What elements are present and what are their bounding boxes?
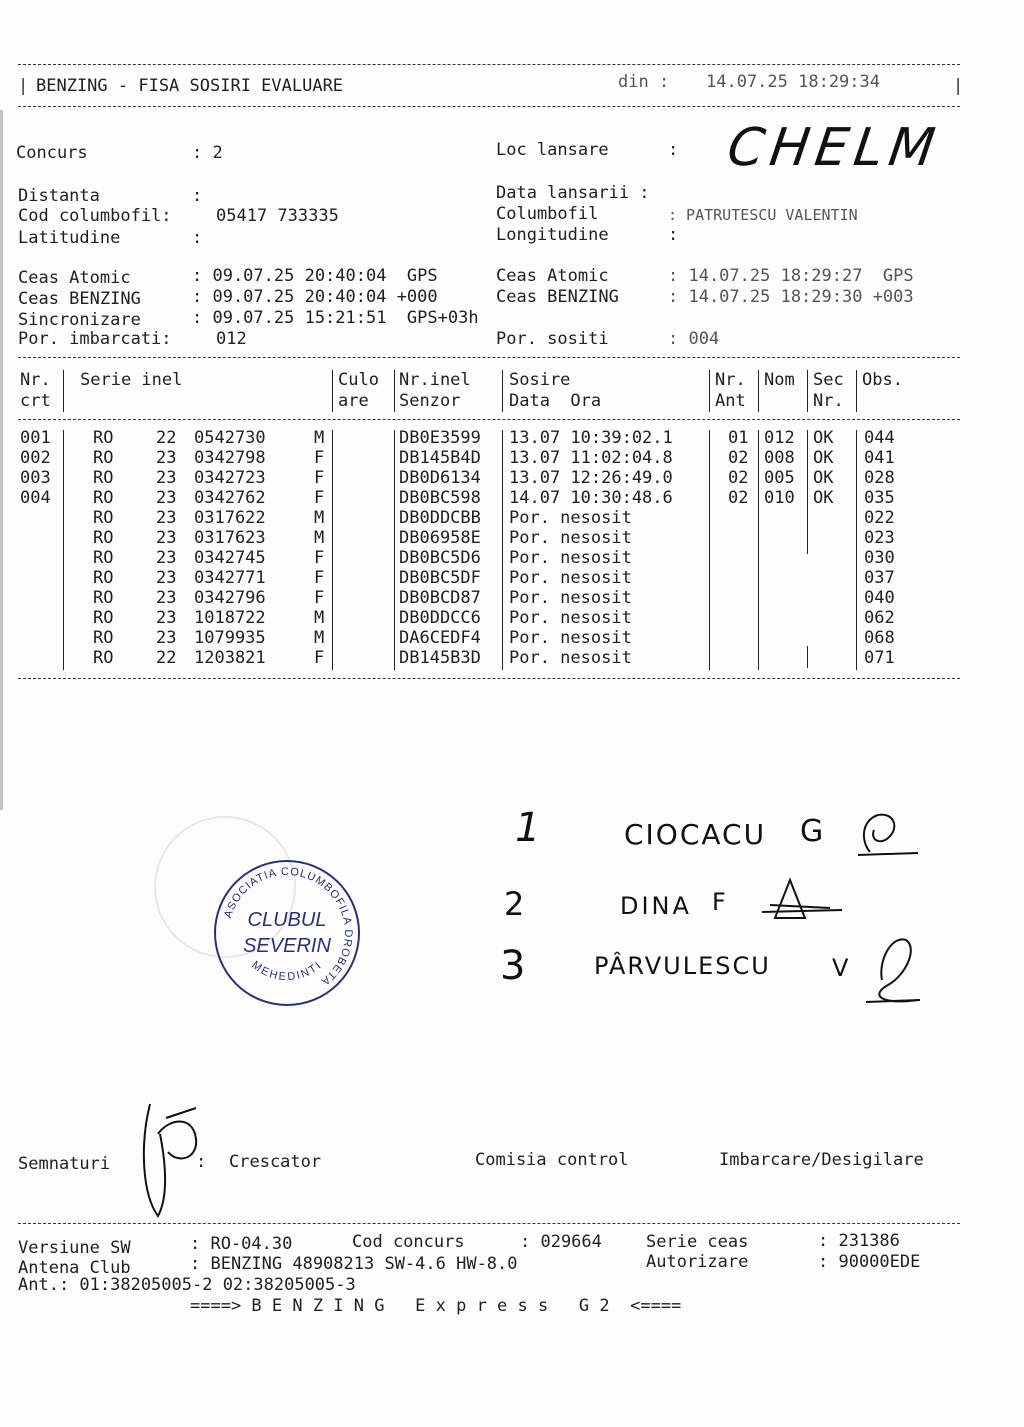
- din-value: 14.07.25 18:29:34: [706, 72, 880, 92]
- loc-lansare-colon: :: [668, 140, 679, 160]
- cell-nom: 010: [764, 488, 795, 508]
- din-label: din :: [618, 72, 670, 92]
- underline-1: [858, 853, 918, 855]
- cell-sex: F: [314, 448, 325, 468]
- divider: [18, 64, 960, 65]
- table-row: [0, 508, 1024, 528]
- table-row: [0, 588, 1024, 608]
- cell-sec: OK: [813, 428, 834, 448]
- cell-sex: M: [314, 508, 325, 528]
- cell-sex: F: [314, 468, 325, 488]
- club-stamp: [212, 858, 362, 1008]
- cell-arrival: 14.07 10:30:48.6: [509, 488, 673, 508]
- cell-ring: 0342796: [194, 588, 266, 608]
- divider: [18, 678, 960, 679]
- handwritten-initial-2: F: [712, 888, 726, 916]
- antena-value: : BENZING 48908213 SW-4.6 HW-8.0: [190, 1254, 518, 1274]
- cell-arrival: Por. nesosit: [509, 528, 632, 548]
- cell-obs: 041: [864, 448, 895, 468]
- handwritten-name-2: DINA: [620, 892, 692, 920]
- col-separator: [709, 370, 710, 412]
- cell-arrival: Por. nesosit: [509, 588, 632, 608]
- table-row: [0, 528, 1024, 548]
- cell-year: 23: [156, 608, 177, 628]
- cod-columbofil-label: Cod columbofil:: [18, 206, 172, 226]
- serie-ceas-label: Serie ceas: [646, 1232, 749, 1252]
- ceas-benzing-right: : 14.07.25 18:29:30 +003: [668, 287, 914, 307]
- header-bar-right: |: [953, 76, 964, 96]
- cell-sensor: DB0BC5DF: [399, 568, 481, 588]
- ceas-benzing-label: Ceas BENZING: [18, 289, 141, 309]
- signatures-colon: :: [196, 1152, 207, 1172]
- ceas-atomic-label: Ceas Atomic: [18, 268, 131, 288]
- cell-ring: 0342798: [194, 448, 266, 468]
- antena-label: Antena Club: [18, 1258, 131, 1278]
- cell-obs: 028: [864, 468, 895, 488]
- col-nr-inel-1: Nr.inel: [399, 370, 471, 390]
- cell-obs: 062: [864, 608, 895, 628]
- cell-sensor: DB0BCD87: [399, 588, 481, 608]
- cell-obs: 040: [864, 588, 895, 608]
- concurs-value: : 2: [192, 143, 223, 163]
- table-row: [0, 568, 1024, 588]
- stamp-line2: SEVERIN: [243, 935, 331, 957]
- cell-crt: 003: [20, 468, 51, 488]
- versiune-value: : RO-04.30: [190, 1234, 293, 1254]
- cell-year: 23: [156, 488, 177, 508]
- por-sositi-label: Por. sositi: [496, 329, 609, 349]
- cod-columbofil-value: 05417 733335: [216, 206, 339, 226]
- handwritten-num-1: 1: [515, 805, 541, 851]
- cell-sensor: DB0BC598: [399, 488, 481, 508]
- comisia-label: Comisia control: [475, 1150, 629, 1170]
- cell-year: 23: [156, 448, 177, 468]
- col-nr-crt-2: crt: [20, 391, 51, 411]
- cell-arrival: 13.07 10:39:02.1: [509, 428, 673, 448]
- cell-nom: 005: [764, 468, 795, 488]
- col-nr-ant-2: Ant: [715, 391, 746, 411]
- cell-ring: 0317623: [194, 528, 266, 548]
- cell-ring: 0342745: [194, 548, 266, 568]
- cell-ring: 0317622: [194, 508, 266, 528]
- signature-2-icon: [770, 880, 830, 918]
- por-imbarcati-label: Por. imbarcati:: [18, 329, 172, 349]
- cell-sec: OK: [813, 468, 834, 488]
- signature-1-icon: [864, 815, 894, 852]
- col-separator: [758, 370, 759, 412]
- handwritten-name-3: PÂRVULESCU: [594, 952, 771, 980]
- cell-crt: 004: [20, 488, 51, 508]
- col-obs: Obs.: [862, 370, 903, 390]
- ceas-atomic-right: : 14.07.25 18:29:27 GPS: [668, 266, 914, 286]
- divider: [18, 419, 960, 420]
- col-nr-ant-1: Nr.: [715, 370, 746, 390]
- cell-ant: 02: [728, 448, 749, 468]
- stamp-line1: CLUBUL: [247, 909, 327, 931]
- longitudine-label: Longitudine: [496, 225, 609, 245]
- cell-ring: 0342762: [194, 488, 266, 508]
- cell-arrival: Por. nesosit: [509, 568, 632, 588]
- cell-sensor: DB0DDCBB: [399, 508, 481, 528]
- cell-year: 23: [156, 588, 177, 608]
- cell-ring: 0342771: [194, 568, 266, 588]
- sincronizare-value: : 09.07.25 15:21:51 GPS+03h: [192, 308, 479, 328]
- serie-ceas-value: : 231386: [818, 1231, 900, 1251]
- handwritten-initial-3: V: [832, 954, 849, 982]
- col-serie-inel: Serie inel: [80, 370, 183, 390]
- underline-3: [866, 1000, 920, 1002]
- col-separator: [807, 370, 808, 412]
- cell-crt: 001: [20, 428, 51, 448]
- loc-lansare-label: Loc lansare: [496, 140, 609, 160]
- cell-year: 23: [156, 568, 177, 588]
- cell-country: RO: [93, 448, 114, 468]
- longitudine-value: :: [668, 225, 679, 245]
- table-row: [0, 628, 1024, 648]
- stamp-bottom-text: MEHEDINTI: [249, 958, 325, 984]
- cell-nom: 012: [764, 428, 795, 448]
- crescator-label: Crescator: [229, 1152, 322, 1172]
- cell-sex: M: [314, 528, 325, 548]
- cell-country: RO: [93, 608, 114, 628]
- cell-ant: 02: [728, 468, 749, 488]
- signature-3-icon: [879, 939, 918, 1001]
- cell-obs: 035: [864, 488, 895, 508]
- cell-year: 22: [156, 428, 177, 448]
- autorizare-label: Autorizare: [646, 1252, 749, 1272]
- ceas-benzing-label-right: Ceas BENZING: [496, 287, 619, 307]
- cell-ant: 02: [728, 488, 749, 508]
- brand-line: ====> B E N Z I N G E x p r e s s G 2 <====: [190, 1296, 682, 1316]
- cell-year: 23: [156, 548, 177, 568]
- cell-ring: 1018722: [194, 608, 266, 628]
- cell-country: RO: [93, 468, 114, 488]
- col-sosire-2: Data Ora: [509, 391, 602, 411]
- cell-country: RO: [93, 648, 114, 668]
- cell-arrival: Por. nesosit: [509, 648, 632, 668]
- cell-sex: F: [314, 488, 325, 508]
- col-nr-inel-2: Senzor: [399, 391, 461, 411]
- latitudine-label: Latitudine: [18, 228, 121, 248]
- cell-obs: 044: [864, 428, 895, 448]
- ant-line: Ant.: 01:38205005-2 02:38205005-3: [18, 1275, 356, 1295]
- por-imbarcati-value: 012: [216, 329, 247, 349]
- cell-sensor: DB0D6134: [399, 468, 481, 488]
- cell-crt: 002: [20, 448, 51, 468]
- cell-sex: F: [314, 588, 325, 608]
- cell-sex: F: [314, 548, 325, 568]
- cell-country: RO: [93, 508, 114, 528]
- col-sec-1: Sec: [813, 370, 844, 390]
- divider: [18, 1223, 960, 1224]
- table-row: [0, 648, 1024, 668]
- cell-arrival: 13.07 12:26:49.0: [509, 468, 673, 488]
- cell-sensor: DB0DDCC6: [399, 608, 481, 628]
- underline-2: [762, 910, 842, 912]
- divider: [18, 106, 960, 107]
- col-culoare-2: are: [338, 391, 369, 411]
- cell-obs: 030: [864, 548, 895, 568]
- distanta-label: Distanta: [18, 186, 100, 206]
- table-row: [0, 548, 1024, 568]
- cell-obs: 022: [864, 508, 895, 528]
- versiune-label: Versiune SW: [18, 1238, 131, 1258]
- autorizare-value: : 90000EDE: [818, 1252, 921, 1272]
- cell-country: RO: [93, 568, 114, 588]
- cell-ring: 1079935: [194, 628, 266, 648]
- cell-country: RO: [93, 428, 114, 448]
- cell-year: 22: [156, 648, 177, 668]
- cell-obs: 071: [864, 648, 895, 668]
- columbofil-value: : PATRUTESCU VALENTIN: [668, 206, 858, 224]
- cell-arrival: 13.07 11:02:04.8: [509, 448, 673, 468]
- col-nr-crt-1: Nr.: [20, 370, 51, 390]
- cell-sensor: DB0E3599: [399, 428, 481, 448]
- cell-obs: 037: [864, 568, 895, 588]
- cell-country: RO: [93, 548, 114, 568]
- cell-sex: M: [314, 428, 325, 448]
- svg-text:MEHEDINTI: [249, 959, 324, 983]
- cell-sensor: DB145B4D: [399, 448, 481, 468]
- cell-year: 23: [156, 508, 177, 528]
- col-culoare-1: Culo: [338, 370, 379, 390]
- col-sosire-1: Sosire: [509, 370, 571, 390]
- table-row: [0, 428, 1024, 448]
- cell-sex: M: [314, 608, 325, 628]
- columbofil-label: Columbofil: [496, 204, 599, 224]
- cell-year: 23: [156, 528, 177, 548]
- cell-year: 23: [156, 468, 177, 488]
- cell-country: RO: [93, 488, 114, 508]
- cell-sex: F: [314, 568, 325, 588]
- cell-country: RO: [93, 628, 114, 648]
- ceas-atomic-left: : 09.07.25 20:40:04 GPS: [192, 266, 438, 286]
- cod-concurs-value: : 029664: [520, 1232, 602, 1252]
- cell-sec: OK: [813, 448, 834, 468]
- sincronizare-label: Sincronizare: [18, 310, 141, 330]
- cell-sex: M: [314, 628, 325, 648]
- handwritten-name-1: CIOCACU: [624, 818, 767, 851]
- por-sositi-value: : 004: [668, 329, 720, 349]
- handwritten-num-3: 3: [500, 943, 526, 989]
- ceas-benzing-left: : 09.07.25 20:40:04 +000: [192, 287, 438, 307]
- divider: [18, 357, 960, 358]
- concurs-label: Concurs: [16, 143, 88, 163]
- col-nom: Nom: [764, 370, 795, 390]
- cell-year: 23: [156, 628, 177, 648]
- cell-ring: 1203821: [194, 648, 266, 668]
- form-title: BENZING - FISA SOSIRI EVALUARE: [36, 76, 344, 96]
- cell-sensor: DB06958E: [399, 528, 481, 548]
- data-lansarii-label: Data lansarii :: [496, 183, 650, 203]
- cell-obs: 023: [864, 528, 895, 548]
- col-sec-2: Nr.: [813, 391, 844, 411]
- cell-sex: F: [314, 648, 325, 668]
- stamp-ring-icon: [212, 858, 362, 1008]
- col-separator: [394, 370, 395, 412]
- cell-arrival: Por. nesosit: [509, 548, 632, 568]
- cell-arrival: Por. nesosit: [509, 628, 632, 648]
- cod-concurs-label: Cod concurs: [352, 1232, 465, 1252]
- cell-sec: OK: [813, 488, 834, 508]
- cell-country: RO: [93, 588, 114, 608]
- table-row: [0, 468, 1024, 488]
- table-row: [0, 488, 1024, 508]
- cell-arrival: Por. nesosit: [509, 608, 632, 628]
- col-separator: [63, 370, 64, 412]
- distanta-value: :: [192, 186, 203, 206]
- table-row: [0, 448, 1024, 468]
- col-separator: [502, 370, 503, 412]
- table-row: [0, 608, 1024, 628]
- cell-sensor: DA6CEDF4: [399, 628, 481, 648]
- cell-ant: 01: [728, 428, 749, 448]
- latitudine-value: :: [192, 228, 203, 248]
- cell-sensor: DB145B3D: [399, 648, 481, 668]
- cell-sensor: DB0BC5D6: [399, 548, 481, 568]
- cell-arrival: Por. nesosit: [509, 508, 632, 528]
- col-separator: [332, 370, 333, 412]
- loc-lansare-handwritten: CHELM: [723, 118, 945, 178]
- cell-ring: 0542730: [194, 428, 266, 448]
- cell-nom: 008: [764, 448, 795, 468]
- imbarcare-label: Imbarcare/Desigilare: [719, 1150, 924, 1170]
- cell-country: RO: [93, 528, 114, 548]
- header-bar-left: |: [18, 76, 29, 96]
- ceas-atomic-label-right: Ceas Atomic: [496, 266, 609, 286]
- signatures-label: Semnaturi: [18, 1154, 111, 1174]
- handwritten-initial-1: G: [800, 814, 824, 849]
- col-separator: [856, 370, 857, 412]
- stamp-ring-text: ASOCIATIA COLUMBOFILA DROBETA: [222, 865, 355, 988]
- cell-obs: 068: [864, 628, 895, 648]
- handwritten-num-2: 2: [504, 885, 525, 923]
- cell-ring: 0342723: [194, 468, 266, 488]
